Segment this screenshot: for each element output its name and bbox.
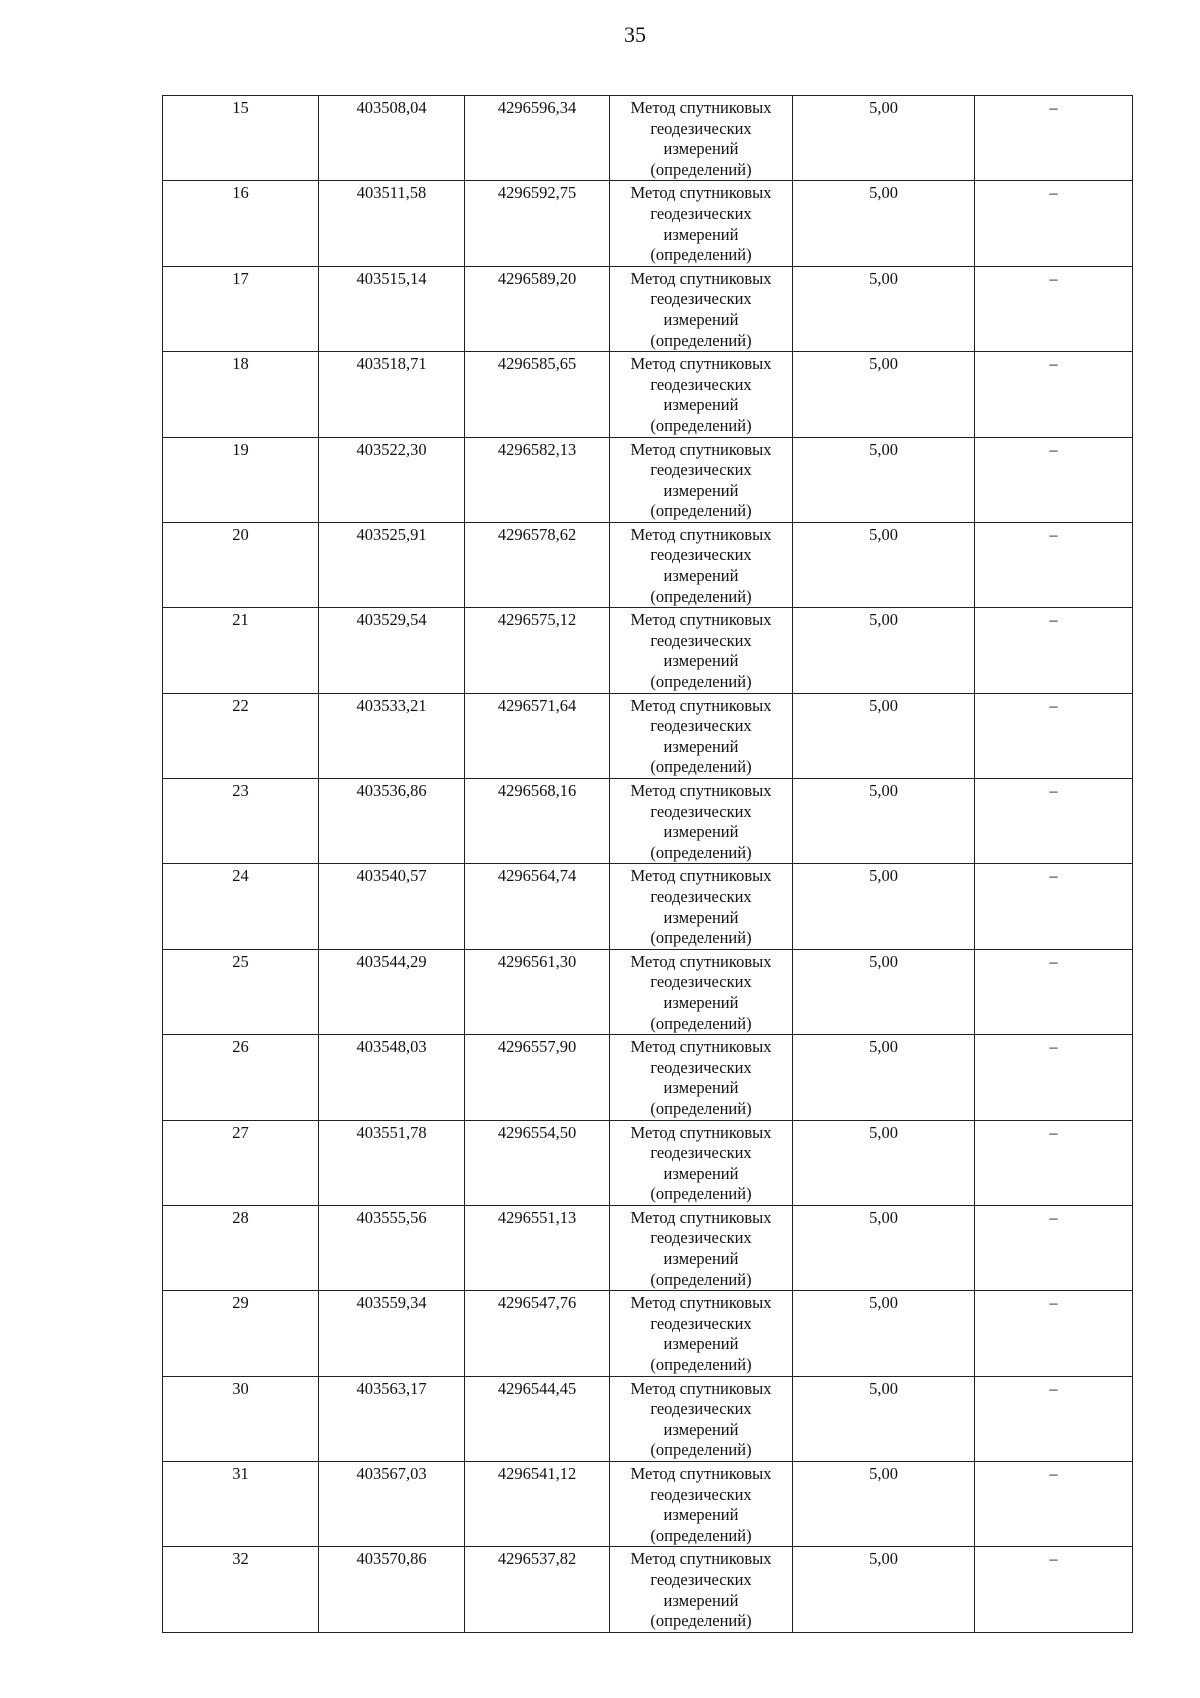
precision-cell: 5,00 [793,1205,975,1290]
x-coordinate-cell: 403529,54 [319,608,465,693]
table-row [163,693,1133,778]
method-cell: Метод спутниковых геодезических измерений (определений) [610,779,793,864]
method-cell: Метод спутниковых геодезических измерений (определений) [610,266,793,351]
table-row [163,779,1133,864]
x-coordinate-cell: 403518,71 [319,352,465,437]
precision-cell: 5,00 [793,181,975,266]
y-coordinate-cell: 4296589,20 [465,266,610,351]
y-coordinate-cell: 4296571,64 [465,693,610,778]
x-coordinate-cell: 403515,14 [319,266,465,351]
x-coordinate-cell: 403536,86 [319,779,465,864]
precision-cell: 5,00 [793,608,975,693]
precision-cell: 5,00 [793,779,975,864]
y-coordinate-cell: 4296537,82 [465,1547,610,1632]
point-number-cell: 30 [163,1376,319,1461]
table-row [163,352,1133,437]
method-cell: Метод спутниковых геодезических измерений (определений) [610,1462,793,1547]
x-coordinate-cell: 403548,03 [319,1035,465,1120]
table-row [163,437,1133,522]
precision-cell: 5,00 [793,1376,975,1461]
note-cell: – [975,1205,1133,1290]
precision-cell: 5,00 [793,266,975,351]
precision-cell: 5,00 [793,864,975,949]
method-cell: Метод спутниковых геодезических измерений (определений) [610,1120,793,1205]
y-coordinate-cell: 4296596,34 [465,96,610,181]
table-row [163,608,1133,693]
table-row [163,181,1133,266]
point-number-cell: 31 [163,1462,319,1547]
x-coordinate-cell: 403533,21 [319,693,465,778]
y-coordinate-cell: 4296564,74 [465,864,610,949]
x-coordinate-cell: 403508,04 [319,96,465,181]
page-number: 35 [624,22,646,47]
table-row [163,864,1133,949]
note-cell: – [975,266,1133,351]
point-number-cell: 15 [163,96,319,181]
y-coordinate-cell: 4296554,50 [465,1120,610,1205]
table-row [163,266,1133,351]
method-cell: Метод спутниковых геодезических измерений (определений) [610,352,793,437]
precision-cell: 5,00 [793,693,975,778]
x-coordinate-cell: 403555,56 [319,1205,465,1290]
y-coordinate-cell: 4296541,12 [465,1462,610,1547]
x-coordinate-cell: 403570,86 [319,1547,465,1632]
y-coordinate-cell: 4296575,12 [465,608,610,693]
x-coordinate-cell: 403522,30 [319,437,465,522]
precision-cell: 5,00 [793,522,975,607]
note-cell: – [975,1376,1133,1461]
method-cell: Метод спутниковых геодезических измерений (определений) [610,1205,793,1290]
method-cell: Метод спутниковых геодезических измерений (определений) [610,1035,793,1120]
method-cell: Метод спутниковых геодезических измерений (определений) [610,608,793,693]
note-cell: – [975,1291,1133,1376]
note-cell: – [975,693,1133,778]
y-coordinate-cell: 4296592,75 [465,181,610,266]
x-coordinate-cell: 403525,91 [319,522,465,607]
method-cell: Метод спутниковых геодезических измерений (определений) [610,96,793,181]
y-coordinate-cell: 4296544,45 [465,1376,610,1461]
method-cell: Метод спутниковых геодезических измерений (определений) [610,949,793,1034]
y-coordinate-cell: 4296582,13 [465,437,610,522]
point-number-cell: 32 [163,1547,319,1632]
point-number-cell: 18 [163,352,319,437]
table-row [163,522,1133,607]
note-cell: – [975,1547,1133,1632]
note-cell: – [975,522,1133,607]
precision-cell: 5,00 [793,96,975,181]
point-number-cell: 17 [163,266,319,351]
y-coordinate-cell: 4296561,30 [465,949,610,1034]
note-cell: – [975,1035,1133,1120]
method-cell: Метод спутниковых геодезических измерений (определений) [610,864,793,949]
y-coordinate-cell: 4296551,13 [465,1205,610,1290]
note-cell: – [975,779,1133,864]
point-number-cell: 16 [163,181,319,266]
table-row [163,1035,1133,1120]
point-number-cell: 20 [163,522,319,607]
point-number-cell: 22 [163,693,319,778]
precision-cell: 5,00 [793,352,975,437]
note-cell: – [975,1462,1133,1547]
table-row [163,1376,1133,1461]
precision-cell: 5,00 [793,437,975,522]
x-coordinate-cell: 403563,17 [319,1376,465,1461]
x-coordinate-cell: 403551,78 [319,1120,465,1205]
coordinates-table-body [163,96,1133,1633]
method-cell: Метод спутниковых геодезических измерений (определений) [610,522,793,607]
note-cell: – [975,1120,1133,1205]
point-number-cell: 25 [163,949,319,1034]
y-coordinate-cell: 4296578,62 [465,522,610,607]
note-cell: – [975,608,1133,693]
x-coordinate-cell: 403567,03 [319,1462,465,1547]
table-row [163,1120,1133,1205]
precision-cell: 5,00 [793,1035,975,1120]
method-cell: Метод спутниковых геодезических измерений (определений) [610,437,793,522]
method-cell: Метод спутниковых геодезических измерений (определений) [610,1376,793,1461]
point-number-cell: 28 [163,1205,319,1290]
note-cell: – [975,949,1133,1034]
method-cell: Метод спутниковых геодезических измерений (определений) [610,693,793,778]
note-cell: – [975,352,1133,437]
note-cell: – [975,181,1133,266]
x-coordinate-cell: 403511,58 [319,181,465,266]
point-number-cell: 26 [163,1035,319,1120]
table-row [163,949,1133,1034]
y-coordinate-cell: 4296557,90 [465,1035,610,1120]
table-row [163,1205,1133,1290]
point-number-cell: 23 [163,779,319,864]
table-row [163,96,1133,181]
precision-cell: 5,00 [793,1120,975,1205]
precision-cell: 5,00 [793,1462,975,1547]
x-coordinate-cell: 403559,34 [319,1291,465,1376]
precision-cell: 5,00 [793,1291,975,1376]
y-coordinate-cell: 4296568,16 [465,779,610,864]
x-coordinate-cell: 403544,29 [319,949,465,1034]
method-cell: Метод спутниковых геодезических измерений (определений) [610,181,793,266]
y-coordinate-cell: 4296585,65 [465,352,610,437]
point-number-cell: 24 [163,864,319,949]
table-row [163,1291,1133,1376]
note-cell: – [975,96,1133,181]
precision-cell: 5,00 [793,949,975,1034]
precision-cell: 5,00 [793,1547,975,1632]
method-cell: Метод спутниковых геодезических измерений (определений) [610,1547,793,1632]
method-cell: Метод спутниковых геодезических измерений (определений) [610,1291,793,1376]
point-number-cell: 21 [163,608,319,693]
note-cell: – [975,864,1133,949]
table-row [163,1462,1133,1547]
point-number-cell: 27 [163,1120,319,1205]
point-number-cell: 19 [163,437,319,522]
table-row [163,1547,1133,1632]
x-coordinate-cell: 403540,57 [319,864,465,949]
y-coordinate-cell: 4296547,76 [465,1291,610,1376]
note-cell: – [975,437,1133,522]
point-number-cell: 29 [163,1291,319,1376]
coordinates-table [162,95,1133,1633]
